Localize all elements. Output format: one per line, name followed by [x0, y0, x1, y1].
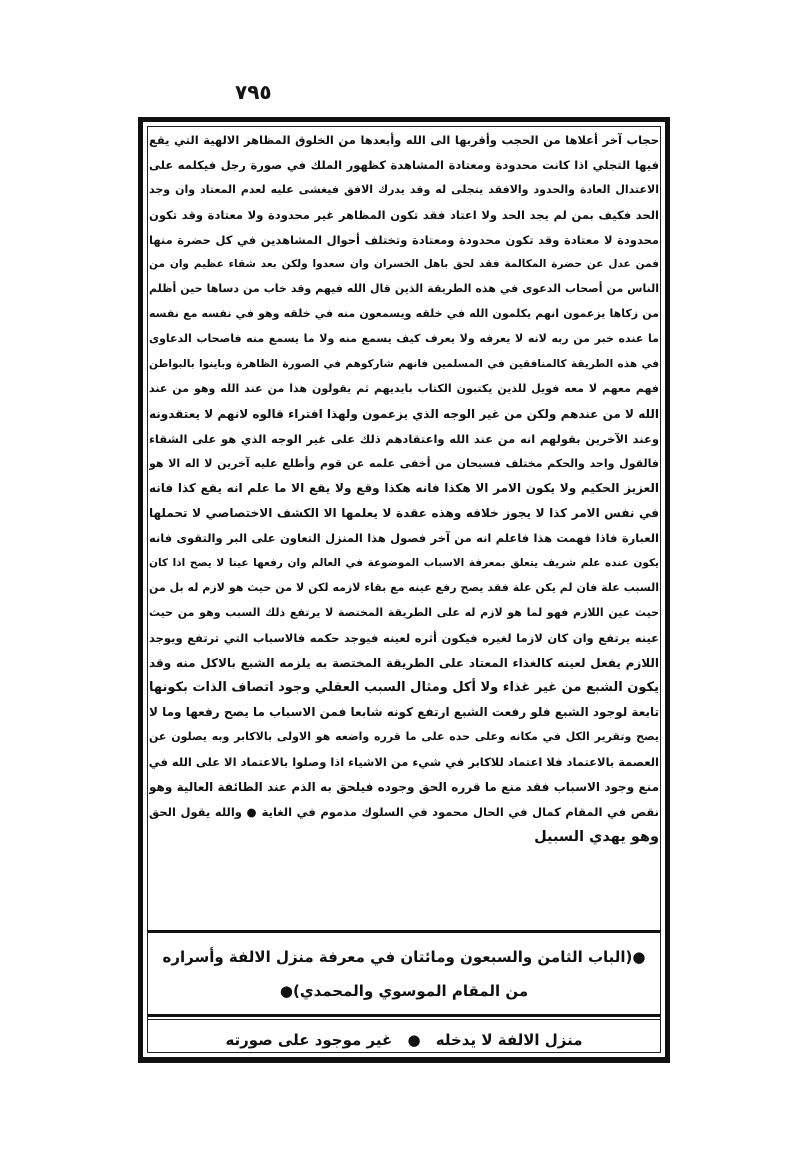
- text-line: الله لا من عندهم ولكن من غير الوجه الذي يزعمون ولهذا افتراء قالوه لانهم لا يعتقدونه: [149, 406, 659, 421]
- text-line: فمن عدل عن حضرة المكالمة فقد لحق باهل الخسران وان سعدوا ولكن بعد شقاء عظيم وان من: [149, 258, 659, 271]
- bullet-icon: ●: [407, 1031, 421, 1049]
- text-line: فهم معهم لا معه فويل للذين يكتبون الكتاب بايديهم ثم يقولون هذا من عند الله وهو من عند: [149, 381, 659, 395]
- separator-bottom: [147, 1014, 661, 1017]
- chapter-heading-line-1: ●(الباب الثامن والسبعون ومائتان في معرفة منزل الالفة وأسراره: [162, 948, 646, 966]
- text-line: تابعة لوجود الشبع فلو رفعت الشبع ارتفع كونه شابعا فمن الاسباب ما يصح رفعها وما لا: [149, 705, 659, 720]
- text-line: نقص في المقام كمال في الحال محمود في السلوك مذموم في الغاية ● والله يقول الحق: [149, 805, 659, 820]
- footer-part-2: غير موجود على صورته: [225, 1031, 393, 1049]
- text-line: السبب علة فان لم يكن علة فقد يصح رفع عينه مع بقاء لازمه لكن لا من حيث هو لازم له بل من: [149, 581, 659, 595]
- page-frame: [138, 117, 670, 1063]
- separator-bottom-thin: [147, 1019, 661, 1020]
- text-line: حجاب آخر أعلاها من الحجب وأقربها الى الله وأبعدها من الخلوق المظاهر الالهية التي يقع: [149, 133, 659, 147]
- separator-top: [147, 930, 661, 933]
- footer-part-1: منزل الالفة لا يدخله: [435, 1031, 583, 1049]
- text-line: يكون الشبع من غير غذاء ولا أكل ومثال السبب العقلي وجود اتصاف الذات بكونها: [149, 679, 659, 695]
- body-text: [149, 128, 659, 850]
- text-line: يكون عنده علم شريف يتعلق بمعرفة الاسباب الموضوعة في العالم وان رفعها عينا لا يصح اذا كان: [149, 557, 659, 570]
- page-number: ٧٩٥: [235, 80, 272, 104]
- text-line: فالقول واحد والحكم مختلف فسبحان من أخفى علمه عن قوم وأطلع عليه آخرين لا اله الا هو: [149, 456, 659, 470]
- chapter-heading-line-2: من المقام الموسوي والمحمدي)●: [279, 982, 529, 1000]
- text-line: اللازم يفعل لعينه كالغذاء المعتاد على الطريقة المختصة به يلزمه الشبع بالاكل منه وقد: [149, 655, 659, 670]
- text-line: وهو يهدي السبيل: [534, 828, 659, 845]
- text-line: الاعتدال العادة والحدود والافقد يتجلى له وقد يدرك الافق فيغشى عليه لعدم المعتاد وان وجد: [149, 182, 659, 196]
- text-line: الناس من أصحاب الدعوى في هذه الطريقة الذين قال الله فيهم وقد خاب من دساها حين أظلم: [149, 282, 659, 296]
- text-line: وعند الآخرين بقولهم انه من عند الله واعتقادهم ذلك على غير الوجه الذي هو على الشقاء: [149, 431, 659, 446]
- text-line: حيث عين اللازم فهو لما هو لازم له على الطريقة المختصة لا يرتفع ذلك السبب وهو من حيث: [149, 605, 659, 619]
- text-line: العبارة فاذا فهمت هذا فاعلم انه من آخر فصول هذا المنزل التعاون على البر والتقوى فانه: [149, 531, 659, 546]
- text-line: محدودة لا معتادة وقد تكون محدودة ومعتادة وتختلف أحوال المشاهدين في كل حضرة منها: [149, 232, 659, 247]
- text-line: في نفس الامر كذا لا يجوز خلافه وهذه عقدة لا يعلمها الا الكشف الاختصاصي لا تحملها: [149, 506, 659, 521]
- text-line: منع وجود الاسباب فقد منع ما قرره الحق وجوده فيلحق به الذم عند الطائفة العالية وهو: [149, 780, 659, 795]
- text-line: عينه يرتفع وان كان لازما لغيره فيكون أثره لعينه فيوجد حكمه فالاسباب التي ترتفع ويوجد: [149, 630, 659, 645]
- text-line: العصمة بالاعتماد فلا اعتماد للاكابر في شيء من الاشياء اذا وصلوا بالاعتماد الا على الله في: [149, 755, 659, 770]
- text-line: ما عنده خبر من ربه لانه لا يعرفه ولا يعرف كيف يسمع منه ولا ما يسمع منه فاصحاب الدعاوى: [149, 332, 659, 346]
- text-line: في هذه الطريقة كالمنافقين في المسلمين فانهم شاركوهم في الصورة الظاهرة وباينوا بالبواطن: [149, 358, 659, 371]
- text-line: من زكاها يزعمون انهم يكلمون الله في خلقه ويسمعون منه في خلقه وهو في نفسه مع نفسه: [149, 307, 659, 321]
- text-line: يصح وتقرير الكل في مكانه وعلى حده على ما قرره واضعه هو الاولى بالاكابر وبه يصلون عن: [149, 730, 659, 744]
- text-line: الحد فكيف بمن لم يجد الحد ولا اعتاد فقد تكون المظاهر غير محدودة ولا معتادة وقد تكون: [149, 207, 659, 222]
- footer-line: [149, 1025, 659, 1055]
- text-line: العزيز الحكيم ولا يكون الامر الا هكذا فانه هكذا وقع ولا يقع الا ما علم انه يقع كذا فانه: [149, 481, 659, 496]
- text-line: فيها التجلي اذا كانت محدودة ومعتادة المشاهدة كظهور الملك في صورة رجل فيكلمه على: [149, 157, 659, 172]
